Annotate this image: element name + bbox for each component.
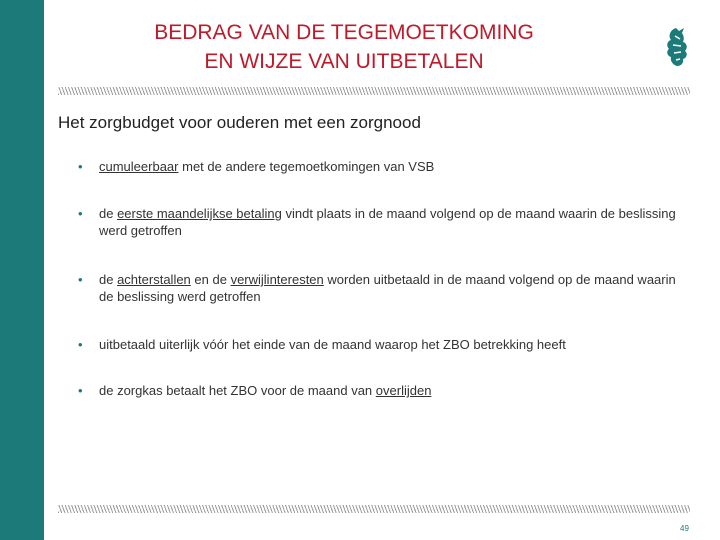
list-item (78, 158, 688, 175)
underlined-term: achterstallen (117, 272, 191, 287)
hatched-divider-bottom (58, 505, 690, 513)
left-accent-bar (0, 0, 44, 540)
slide-title-line-2: EN WIJZE VAN UITBETALEN (204, 50, 484, 73)
bullet-text (99, 382, 688, 399)
text-run: met de andere tegemoetkomingen van VSB (178, 159, 435, 174)
list-item (78, 205, 688, 239)
text-run: en de (190, 272, 231, 287)
bullet-dot-icon: • (78, 337, 83, 352)
text-run: de (99, 206, 118, 221)
list-item (78, 336, 688, 353)
page-number: 49 (680, 524, 689, 533)
bullet-dot-icon: • (78, 206, 83, 221)
bullet-text (99, 205, 688, 239)
bullet-text (99, 336, 688, 353)
bullet-text (99, 271, 688, 305)
text-run: de (99, 272, 118, 287)
flemish-lion-logo-icon (662, 26, 692, 68)
underlined-term: verwijlinteresten (230, 272, 324, 287)
list-item (78, 382, 688, 399)
underlined-term: overlijden (375, 383, 432, 398)
list-item (78, 271, 688, 305)
text-run: de zorgkas betaalt het ZBO voor de maand van (99, 383, 376, 398)
slide-title-line-1: BEDRAG VAN DE TEGEMOETKOMING (154, 21, 534, 44)
underlined-term: cumuleerbaar (99, 159, 179, 174)
text-run: vindt plaats in de maand volgend op de maand waarin de beslissing werd getroffen (99, 206, 676, 238)
underlined-term: eerste maandelijkse betaling (117, 206, 282, 221)
bullet-text (99, 158, 688, 175)
bullet-dot-icon: • (78, 159, 83, 174)
text-run: worden uitbetaald in de maand volgend op de maand waarin de beslissing werd getroffen (99, 272, 676, 304)
bullet-dot-icon: • (78, 383, 83, 398)
section-subtitle: Het zorgbudget voor ouderen met een zorgnood (58, 113, 421, 132)
hatched-divider-top (58, 87, 690, 95)
bullet-dot-icon: • (78, 272, 83, 287)
slide-title (44, 18, 644, 76)
text-run: uitbetaald uiterlijk vóór het einde van de maand waarop het ZBO betrekking heeft (99, 337, 566, 352)
